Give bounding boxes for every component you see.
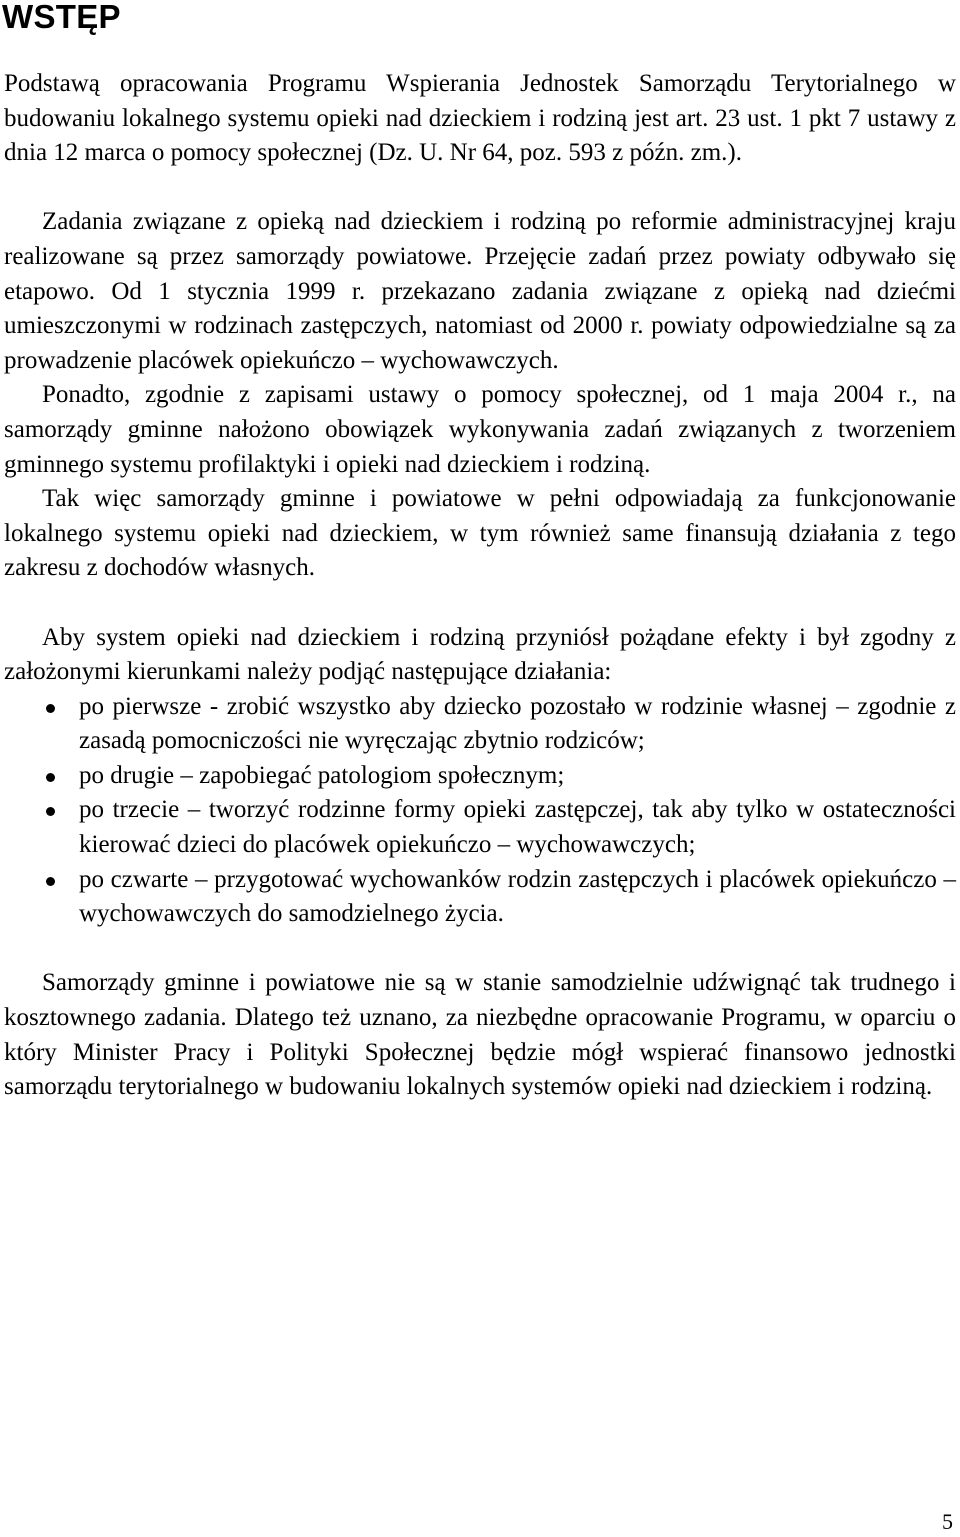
page-number: 5	[942, 1509, 953, 1534]
paragraph-program-rationale: Samorządy gminne i powiatowe nie są w stanie samodzielnie udźwignąć tak trudnego i kosztownego zadania. Dlatego też uznano, za niezbędne opracowanie Programu, w oparciu o który Minister Pracy i Polityki Społecznej będzie mógł wspierać finansowo jednostki samorządu terytorialnego w budowaniu lokalnych systemów opieki nad dzieckiem i rodziną.	[4, 969, 956, 1101]
section-heading: WSTĘP	[2, 0, 121, 35]
list-item	[4, 793, 956, 862]
list-item	[4, 863, 956, 932]
bullet-dot-icon	[46, 807, 55, 816]
paragraph-actions-intro: Aby system opieki nad dzieckiem i rodziną przyniósł pożądane efekty i był zgodny z założonymi kierunkami należy podjąć następujące działania:	[4, 623, 956, 686]
paragraph-municipal-duties: Ponadto, zgodnie z zapisami ustawy o pomocy społecznej, od 1 maja 2004 r., na samorządy gminne nałożono obowiązek wykonywania zadań związanych z tworzeniem gminnego systemu profilaktyki i opieki nad dzieckiem i rodziną.	[4, 381, 956, 478]
paragraph-gap	[4, 586, 956, 621]
actions-list	[4, 690, 956, 932]
bullet-dot-icon	[46, 877, 55, 886]
list-item	[4, 690, 956, 759]
paragraph-reform-tasks: Zadania związane z opieką nad dzieckiem i rodziną po reformie administracyjnej kraju realizowane są przez samorządy powiatowe. Przejęcie zadań przez powiaty odbywało się etapowo. Od 1 stycznia 1999 r. przekazano zadania związane z opieką nad dziećmi umieszczonymi w rodzinach zastępczych, natomiast od 2000 r. powiaty odpowiedzialne są za prowadzenie placówek opiekuńczo – wychowawczych.	[4, 208, 956, 374]
list-item-text: po drugie – zapobiegać patologiom społecznym;	[79, 761, 565, 789]
paragraph-gap	[4, 171, 956, 206]
document-body	[4, 67, 956, 1105]
list-item	[4, 759, 956, 794]
paragraph-gap	[4, 932, 956, 967]
paragraph-legal-basis: Podstawą opracowania Programu Wspierania Jednostek Samorządu Terytorialnego w budowaniu lokalnego systemu opieki nad dzieckiem i rodziną jest art. 23 ust. 1 pkt 7 ustawy z dnia 12 marca o pomocy społecznej (Dz. U. Nr 64, poz. 593 z późn. zm.).	[4, 70, 956, 167]
list-item-text: po trzecie – tworzyć rodzinne formy opieki zastępczej, tak aby tylko w ostateczności kierować dzieci do placówek opiekuńczo – wychowawczych;	[79, 796, 956, 859]
bullet-dot-icon	[46, 704, 55, 713]
paragraph-local-responsibility: Tak więc samorządy gminne i powiatowe w pełni odpowiadają za funkcjonowanie lokalnego systemu opieki nad dzieckiem, w tym również same finansują działania z tego zakresu z dochodów własnych.	[4, 485, 956, 582]
bullet-dot-icon	[46, 773, 55, 782]
list-item-text: po czwarte – przygotować wychowanków rodzin zastępczych i placówek opiekuńczo – wychowawczych do samodzielnego życia.	[79, 865, 956, 928]
list-item-text: po pierwsze - zrobić wszystko aby dziecko pozostało w rodzinie własnej – zgodnie z zasadą pomocniczości nie wyręczając zbytnio rodziców;	[79, 692, 956, 755]
